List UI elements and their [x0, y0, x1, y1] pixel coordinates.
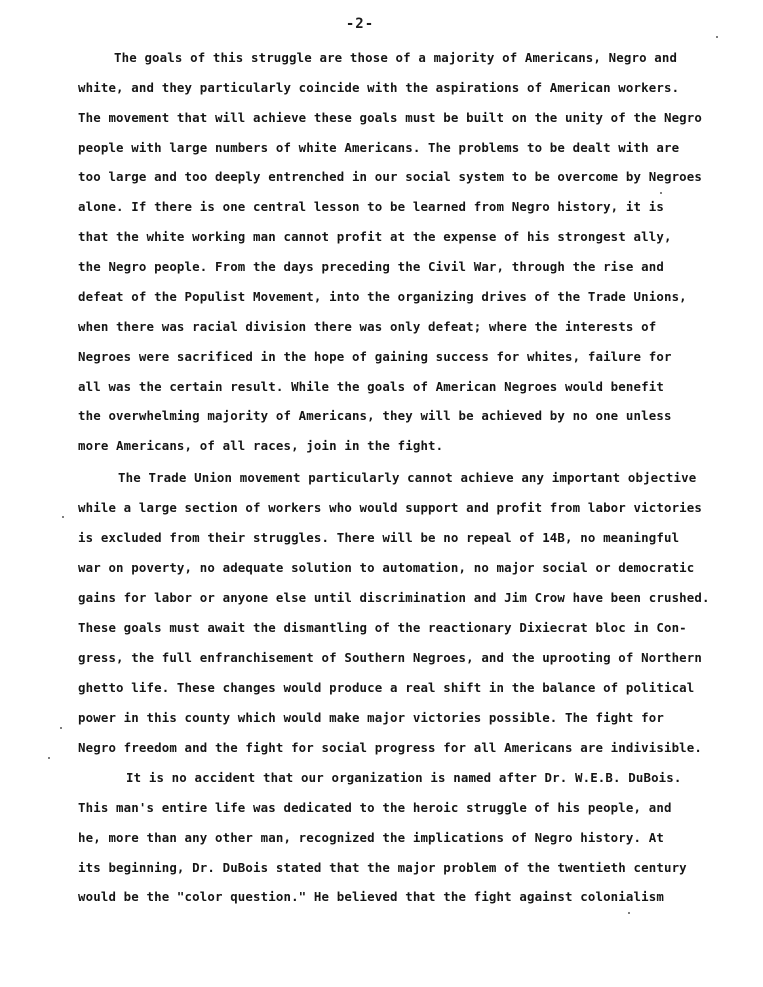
scan-speck [660, 192, 662, 194]
scan-speck [62, 516, 64, 518]
text-line: that the white working man cannot profit at the expense of his strongest ally, [78, 229, 672, 244]
text-line: defeat of the Populist Movement, into the organizing drives of the Trade Unions, [78, 289, 687, 304]
scan-speck [48, 757, 50, 759]
text-line: gains for labor or anyone else until discrimination and Jim Crow have been crushed. [78, 590, 710, 605]
text-line: the overwhelming majority of Americans, they will be achieved by no one unless [78, 408, 672, 423]
text-line: all was the certain result. While the goals of American Negroes would benefit [78, 379, 664, 394]
text-line: power in this county which would make major victories possible. The fight for [78, 710, 664, 725]
text-line: It is no accident that our organization is named after Dr. W.E.B. DuBois. [126, 770, 682, 785]
text-line: would be the "color question." He believed that the fight against colonialism [78, 889, 664, 904]
scan-speck [628, 912, 630, 914]
text-line: people with large numbers of white Americans. The problems to be dealt with are [78, 140, 680, 155]
text-line: The movement that will achieve these goals must be built on the unity of the Negro [78, 110, 703, 125]
text-line: These goals must await the dismantling of the reactionary Dixiecrat bloc in Con- [78, 620, 687, 635]
text-line: when there was racial division there was only defeat; where the interests of [78, 319, 657, 334]
text-line: more Americans, of all races, join in the fight. [78, 438, 444, 453]
text-line: The Trade Union movement particularly cannot achieve any important objective [118, 470, 697, 485]
text-line: war on poverty, no adequate solution to automation, no major social or democratic [78, 560, 695, 575]
text-line: white, and they particularly coincide with the aspirations of American workers. [78, 80, 680, 95]
text-line: too large and too deeply entrenched in our social system to be overcome by Negroes [78, 169, 703, 184]
text-line: The goals of this struggle are those of a majority of Americans, Negro and [114, 50, 678, 65]
text-line: the Negro people. From the days preceding the Civil War, through the rise and [78, 259, 664, 274]
text-line: its beginning, Dr. DuBois stated that the major problem of the twentieth century [78, 860, 687, 875]
text-line: is excluded from their struggles. There will be no repeal of 14B, no meaningful [78, 530, 680, 545]
text-line: Negro freedom and the fight for social progress for all Americans are indivisible. [78, 740, 703, 755]
text-line: ghetto life. These changes would produce a real shift in the balance of political [78, 680, 695, 695]
text-line: he, more than any other man, recognized the implications of Negro history. At [78, 830, 664, 845]
scan-speck [60, 727, 62, 729]
page-number: -2- [345, 16, 375, 32]
text-line: alone. If there is one central lesson to be learned from Negro history, it is [78, 199, 664, 214]
text-line: Negroes were sacrificed in the hope of gaining success for whites, failure for [78, 349, 672, 364]
scan-speck [716, 36, 718, 38]
text-line: This man's entire life was dedicated to the heroic struggle of his people, and [78, 800, 672, 815]
text-line: gress, the full enfranchisement of Southern Negroes, and the uprooting of Northern [78, 650, 703, 665]
text-line: while a large section of workers who would support and profit from labor victories [78, 500, 703, 515]
